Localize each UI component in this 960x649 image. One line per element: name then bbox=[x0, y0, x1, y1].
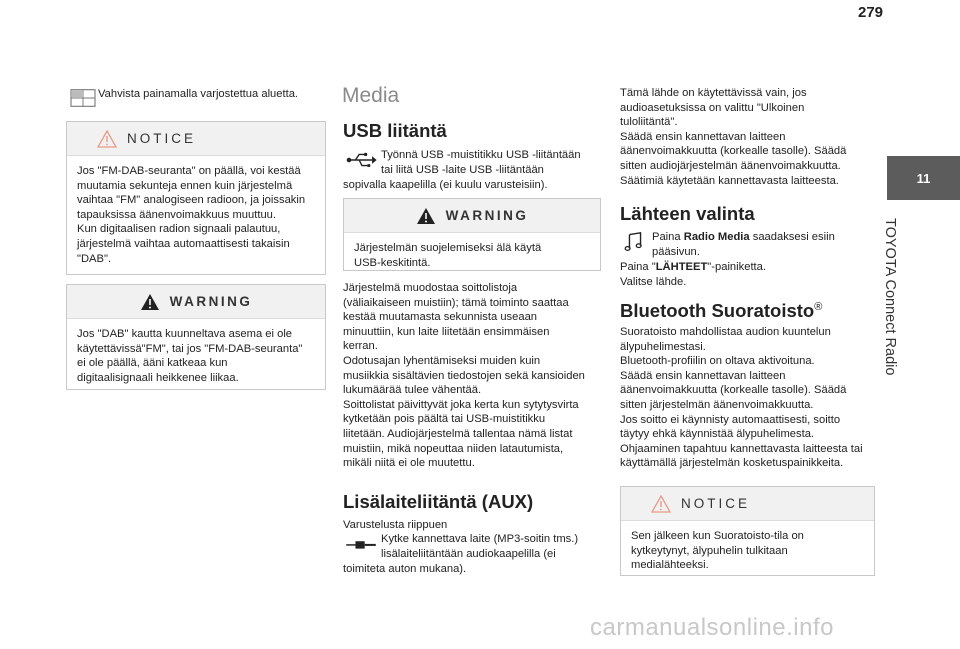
aux-icon-text bbox=[381, 532, 578, 561]
chapter-title-text: TOYOTA Connect Radio bbox=[882, 218, 898, 376]
notice-header-1 bbox=[67, 122, 325, 156]
source-after-text bbox=[620, 260, 766, 289]
text-line: Jos "DAB" kautta kuunneltava asema ei ole bbox=[77, 328, 293, 340]
bluetooth-heading bbox=[620, 300, 822, 322]
text-line: äänenvoimakkuutta (korkealle tasolle). Säädä bbox=[620, 145, 847, 158]
text-line: ei ole päällä, ääni katkeaa kun bbox=[77, 357, 228, 370]
text-line: Valitse lähde. bbox=[620, 275, 687, 288]
warning-body-2 bbox=[344, 233, 600, 278]
source-icon-text bbox=[652, 230, 835, 259]
media-body bbox=[343, 281, 605, 471]
usb-after-line: sopivalla kaapelilla (ei kuulu varusteisiin). bbox=[343, 179, 548, 191]
text-line: Työnnä USB -muistitikku USB -liitäntään bbox=[381, 149, 581, 161]
notice-box-1 bbox=[66, 121, 326, 275]
text-line: minuuttiin, kun laite liitetään ensimmäisen bbox=[343, 325, 550, 338]
source-row bbox=[620, 230, 835, 259]
warning-box-1 bbox=[66, 284, 326, 390]
text-line: Jos "FM-DAB-seuranta" on päällä, voi kestää bbox=[77, 165, 301, 177]
source-heading: Lähteen valinta bbox=[620, 203, 755, 224]
text-line: kerran. bbox=[343, 340, 378, 353]
text-line: tapauksissa äänenvoimakkuus muuttuu. bbox=[77, 208, 277, 221]
usb-heading: USB liitäntä bbox=[343, 120, 447, 141]
notice-warning-icon bbox=[651, 495, 671, 513]
text-line: musiikkia sisältävien tiedostojen sekä kansioiden bbox=[343, 369, 585, 382]
warning-triangle-icon bbox=[416, 207, 436, 225]
text-line: Kytke kannettava laite (MP3-soitin tms.) bbox=[381, 533, 579, 545]
text-line: muutamia sekunteja ennen kuin järjestelmä bbox=[77, 179, 293, 192]
lahteet-line bbox=[620, 260, 766, 275]
text-line: lukumäärää tulee vähentää. bbox=[343, 384, 482, 397]
text-line: liitetään. Audiojärjestelmä tallentaa nämä listat bbox=[343, 427, 573, 440]
text-line: pääsivun. bbox=[652, 245, 700, 258]
aux-heading: Lisälaiteliitäntä (AUX) bbox=[343, 491, 534, 512]
text-line: äänenvoimakkuutta (korkealle tasolle). Säädä bbox=[620, 384, 847, 397]
notice-body-1 bbox=[67, 156, 325, 274]
section-title-media: Media bbox=[342, 84, 400, 107]
lahteet-prefix: Paina " bbox=[620, 261, 656, 273]
chapter-title bbox=[870, 218, 926, 398]
text-line: digitaalisignaali heikkenee liikaa. bbox=[77, 371, 239, 384]
press-prefix: Paina bbox=[652, 231, 684, 243]
shaded-area-icon bbox=[68, 86, 98, 110]
text-line: täytyy ehkä käynnistää älypuhelimesta. bbox=[620, 428, 815, 441]
lahteet-label: LÄHTEET bbox=[655, 261, 708, 273]
text-line: mikäli niitä ei ole muutettu. bbox=[343, 457, 475, 470]
warning-header-2 bbox=[344, 199, 600, 233]
text-line: käyttämällä järjestelmän kosketuspainikkeita. bbox=[620, 457, 844, 470]
aux-row bbox=[343, 532, 578, 561]
text-line: sitten audiojärjestelmän äänenvoimakkuutta. bbox=[620, 159, 841, 172]
radio-media-label: Radio Media bbox=[683, 231, 750, 243]
notice-header-2 bbox=[621, 487, 874, 521]
text-line: tai liitä USB -laite USB -liitäntään bbox=[381, 163, 544, 176]
aux-jack-icon bbox=[343, 532, 379, 556]
text-line: Soittolistat päivittyvät joka kerta kun sytytysvirta bbox=[343, 398, 579, 411]
text-line: medialähteeksi. bbox=[631, 559, 709, 572]
warning-body-1 bbox=[67, 319, 325, 393]
text-line: Bluetooth-profiilin on oltava aktivoituna. bbox=[620, 355, 815, 368]
text-line: kytkeytynyt, älypuhelin tulkitaan bbox=[631, 544, 788, 557]
usb-icon-text bbox=[381, 148, 581, 177]
text-line: tuloliitäntä". bbox=[620, 116, 678, 129]
text-line: Ohjaaminen tapahtuu kannettavasta laitteesta tai bbox=[620, 442, 863, 455]
text-line: USB-keskitintä. bbox=[354, 256, 431, 269]
bluetooth-body bbox=[620, 325, 876, 471]
text-line: Sen jälkeen kun Suoratoisto-tila on bbox=[631, 530, 804, 542]
text-line: sitten järjestelmän äänenvoimakkuutta. bbox=[620, 398, 814, 411]
watermark: carmanualsonline.info bbox=[590, 614, 834, 641]
music-note-icon bbox=[620, 230, 650, 254]
aux-intro: Varustelusta riippuen bbox=[343, 519, 448, 531]
text-line: vaihtaa "FM" analogiseen radioon, ja joissakin bbox=[77, 194, 306, 207]
text-line: Suoratoisto mahdollistaa audion kuuntelun bbox=[620, 326, 831, 338]
text-line: järjestelmä vaihtaa automaattisesti takaisin bbox=[77, 237, 290, 250]
chapter-tab[interactable]: 11 bbox=[887, 156, 960, 200]
text-line: kytketään pois päältä tai USB-muistitikku bbox=[343, 413, 546, 426]
text-line: Säädä ensin kannettavan laitteen bbox=[620, 130, 786, 143]
text-line: Tämä lähde on käytettävissä vain, jos bbox=[620, 87, 807, 99]
bluetooth-heading-text: Bluetooth Suoratoisto bbox=[620, 300, 815, 321]
text-line: Kun digitaalisen radion signaali palautuu, bbox=[77, 223, 281, 236]
warning-box-2 bbox=[343, 198, 601, 271]
text-line: Odotusajan lyhentämiseksi muiden kuin bbox=[343, 354, 541, 367]
text-line: Järjestelmä muodostaa soittolistoja bbox=[343, 282, 518, 294]
notice-box-2 bbox=[620, 486, 875, 576]
text-line: audioasetuksissa on valittu "Ulkoinen bbox=[620, 101, 805, 114]
press-line bbox=[652, 230, 835, 245]
text-line: Järjestelmän suojelemiseksi älä käytä bbox=[354, 242, 542, 254]
notice-body-2 bbox=[621, 521, 874, 581]
warning-triangle-icon bbox=[140, 293, 160, 311]
text-line: Säätimiä käytetään kannettavasta laitteesta. bbox=[620, 174, 839, 187]
warning-title-2: WARNING bbox=[445, 208, 529, 223]
text-line: käytettävissä"FM", tai jos "FM-DAB-seuranta" bbox=[77, 342, 303, 355]
usb-icon bbox=[343, 148, 379, 172]
aux-source-text bbox=[620, 86, 876, 188]
text-line: Säädä ensin kannettavan laitteen bbox=[620, 369, 786, 382]
confirm-row bbox=[68, 86, 298, 110]
press-suffix: saadaksesi esiin bbox=[749, 231, 835, 243]
text-line: muistiin, mikä nopeuttaa niiden latautumista, bbox=[343, 442, 564, 455]
notice-title-2: NOTICE bbox=[681, 496, 751, 511]
aux-after-line: toimiteta auton mukana). bbox=[343, 563, 467, 575]
warning-title-1: WARNING bbox=[169, 294, 253, 309]
text-line: (väliaikaiseen muistiin); tämä toiminto saattaa bbox=[343, 296, 569, 309]
notice-warning-icon bbox=[97, 130, 117, 148]
text-line: lisälaiteliitäntään audiokaapelilla (ei bbox=[381, 547, 556, 560]
text-line: kestää muutamasta sekunnista useaan bbox=[343, 311, 538, 324]
page-number: 279 bbox=[858, 4, 884, 21]
text-line: Jos soitto ei käynnisty automaattisesti, soitto bbox=[620, 413, 841, 426]
notice-title-1: NOTICE bbox=[127, 131, 197, 146]
confirm-text: Vahvista painamalla varjostettua aluetta. bbox=[98, 88, 299, 100]
usb-row bbox=[343, 148, 581, 177]
warning-header-1 bbox=[67, 285, 325, 319]
text-line: älypuhelimestasi. bbox=[620, 340, 706, 353]
registered-mark: ® bbox=[814, 300, 823, 313]
lahteet-suffix: "-painiketta. bbox=[707, 261, 766, 273]
text-line: "DAB". bbox=[77, 252, 112, 265]
